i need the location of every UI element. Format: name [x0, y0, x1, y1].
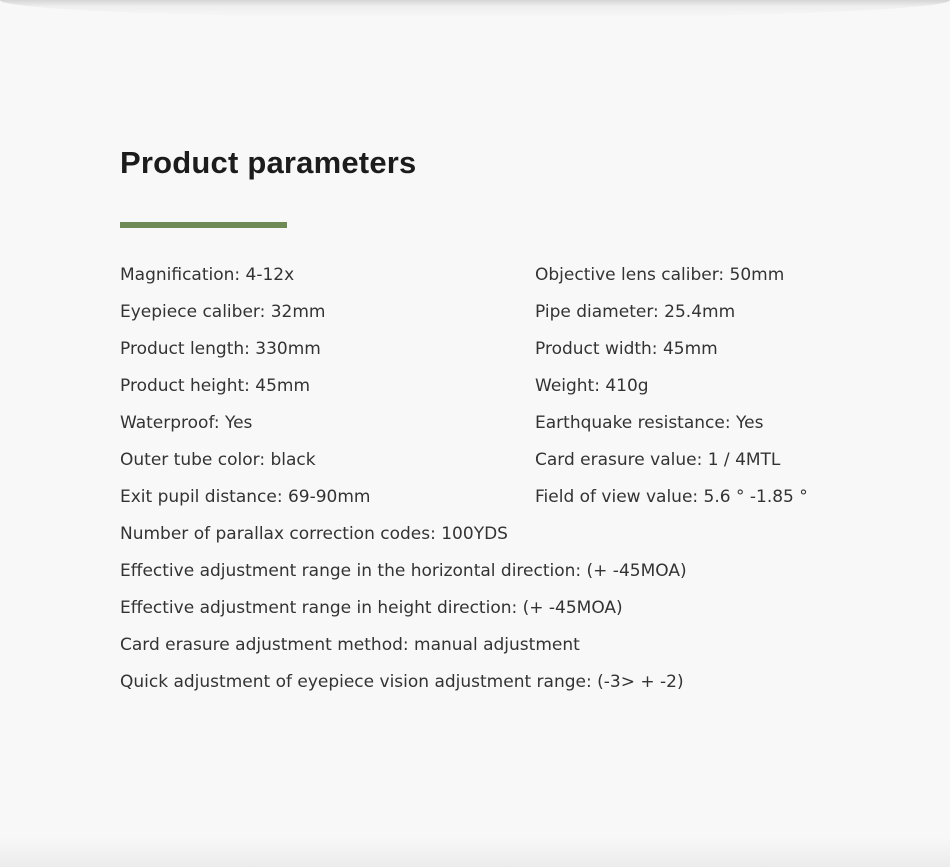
top-shadow [0, 0, 950, 18]
param-product-width: Product width: 45mm [535, 339, 718, 359]
param-card-erasure-value: Card erasure value: 1 / 4MTL [535, 450, 781, 470]
param-card-erasure-adjustment-method: Card erasure adjustment method: manual adjustment [120, 635, 580, 655]
param-exit-pupil-distance: Exit pupil distance: 69-90mm [120, 487, 371, 507]
param-eyepiece-vision-adjustment-range: Quick adjustment of eyepiece vision adjustment range: (-3> + -2) [120, 672, 684, 692]
param-product-height: Product height: 45mm [120, 376, 311, 396]
bottom-shade [0, 837, 950, 867]
param-horizontal-adjustment-range: Effective adjustment range in the horizontal direction: (+ -45MOA) [120, 561, 687, 581]
param-weight: Weight: 410g [535, 376, 649, 396]
param-pipe-diameter: Pipe diameter: 25.4mm [535, 302, 736, 322]
param-height-adjustment-range: Effective adjustment range in height direction: (+ -45MOA) [120, 598, 623, 618]
section-title: Product parameters [120, 145, 417, 180]
param-eyepiece-caliber: Eyepiece caliber: 32mm [120, 302, 326, 322]
param-magnification: Magnification: 4-12x [120, 265, 295, 285]
param-outer-tube-color: Outer tube color: black [120, 450, 316, 470]
param-objective-lens-caliber: Objective lens caliber: 50mm [535, 265, 785, 285]
param-earthquake-resistance: Earthquake resistance: Yes [535, 413, 764, 433]
param-waterproof: Waterproof: Yes [120, 413, 253, 433]
title-accent-bar [120, 222, 287, 228]
param-parallax-correction-codes: Number of parallax correction codes: 100YDS [120, 524, 508, 544]
param-field-of-view-value: Field of view value: 5.6 ° -1.85 ° [535, 487, 808, 507]
param-product-length: Product length: 330mm [120, 339, 321, 359]
